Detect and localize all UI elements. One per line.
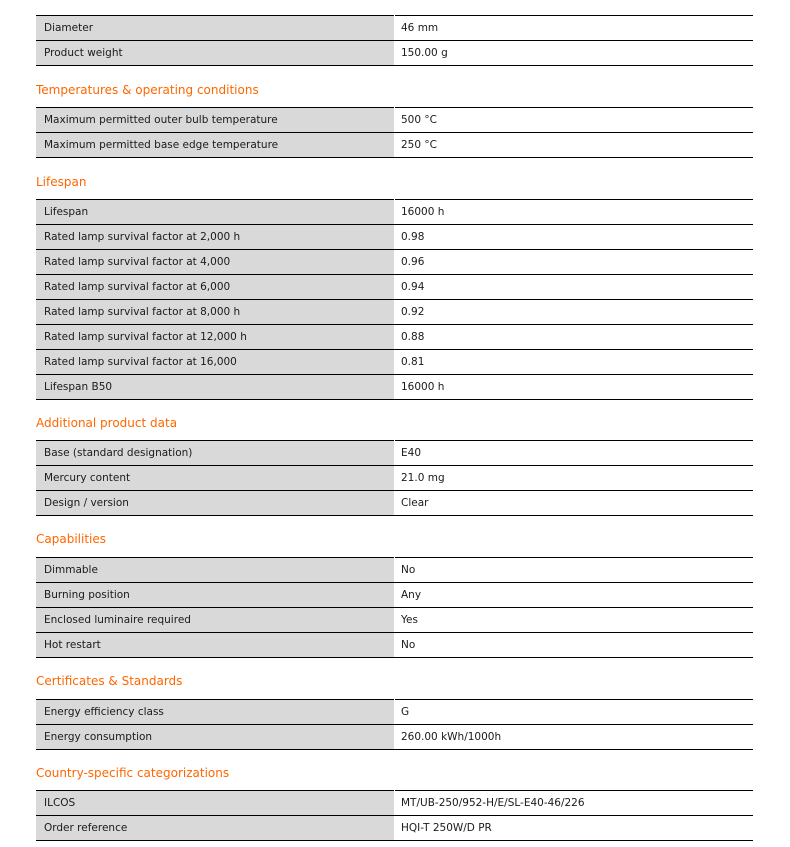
- table-row: [36, 16, 753, 41]
- row-value: MT/UB-250/952-H/E/SL-E40-46/226: [395, 791, 754, 816]
- row-value: Clear: [395, 491, 754, 516]
- row-value: 16000 h: [395, 200, 754, 225]
- row-value: 0.92: [395, 300, 754, 325]
- row-value: HQI-T 250W/D PR: [395, 816, 754, 841]
- table-row: [36, 325, 753, 350]
- table-row: [36, 608, 753, 633]
- row-value: 0.81: [395, 350, 754, 375]
- section-title-certificates: Certificates & Standards: [36, 674, 183, 688]
- row-label: Rated lamp survival factor at 2,000 h: [36, 225, 395, 250]
- table-row: [36, 700, 753, 725]
- row-label: Rated lamp survival factor at 8,000 h: [36, 300, 395, 325]
- table-row: [36, 350, 753, 375]
- row-label: Dimmable: [36, 558, 395, 583]
- row-value: 0.94: [395, 275, 754, 300]
- row-label: Base (standard designation): [36, 441, 395, 466]
- row-value: 0.96: [395, 250, 754, 275]
- row-label: Hot restart: [36, 633, 395, 658]
- table-row: [36, 200, 753, 225]
- temperatures-table: [36, 107, 753, 158]
- row-value: 500 °C: [395, 108, 754, 133]
- certificates-table: [36, 699, 753, 750]
- table-row: [36, 466, 753, 491]
- table-row: [36, 250, 753, 275]
- row-label: Rated lamp survival factor at 4,000: [36, 250, 395, 275]
- table-row: [36, 300, 753, 325]
- row-label: Burning position: [36, 583, 395, 608]
- row-value: Yes: [395, 608, 754, 633]
- section-title-country: Country-specific categorizations: [36, 766, 230, 780]
- section-title-additional: Additional product data: [36, 416, 178, 430]
- row-label: Order reference: [36, 816, 395, 841]
- row-label: Maximum permitted outer bulb temperature: [36, 108, 395, 133]
- row-value: G: [395, 700, 754, 725]
- table-row: [36, 225, 753, 250]
- table-row: [36, 791, 753, 816]
- table-row: [36, 816, 753, 841]
- row-label: Rated lamp survival factor at 12,000 h: [36, 325, 395, 350]
- table-row: [36, 375, 753, 400]
- row-label: Design / version: [36, 491, 395, 516]
- row-value: No: [395, 558, 754, 583]
- row-label: Diameter: [36, 16, 395, 41]
- row-value: 0.88: [395, 325, 754, 350]
- country-table: [36, 790, 753, 841]
- additional-table: [36, 440, 753, 516]
- row-value: Any: [395, 583, 754, 608]
- section-title-capabilities: Capabilities: [36, 532, 106, 546]
- table-row: [36, 275, 753, 300]
- row-label: Maximum permitted base edge temperature: [36, 133, 395, 158]
- table-row: [36, 583, 753, 608]
- row-label: Rated lamp survival factor at 6,000: [36, 275, 395, 300]
- row-value: 260.00 kWh/1000h: [395, 725, 754, 750]
- section-title-lifespan: Lifespan: [36, 175, 87, 189]
- row-value: 16000 h: [395, 375, 754, 400]
- row-label: Lifespan: [36, 200, 395, 225]
- row-label: Energy consumption: [36, 725, 395, 750]
- table-row: [36, 491, 753, 516]
- row-label: Energy efficiency class: [36, 700, 395, 725]
- row-label: Lifespan B50: [36, 375, 395, 400]
- table-row: [36, 441, 753, 466]
- row-value: 0.98: [395, 225, 754, 250]
- row-value: 21.0 mg: [395, 466, 754, 491]
- table-row: [36, 725, 753, 750]
- table-row: [36, 41, 753, 66]
- table-row: [36, 108, 753, 133]
- general-table: [36, 15, 753, 66]
- table-row: [36, 633, 753, 658]
- row-label: ILCOS: [36, 791, 395, 816]
- row-value: 250 °C: [395, 133, 754, 158]
- row-value: E40: [395, 441, 754, 466]
- section-title-temperatures: Temperatures & operating conditions: [36, 83, 259, 97]
- row-label: Product weight: [36, 41, 395, 66]
- table-row: [36, 133, 753, 158]
- table-row: [36, 558, 753, 583]
- row-value: 46 mm: [395, 16, 754, 41]
- capabilities-table: [36, 557, 753, 658]
- row-label: Enclosed luminaire required: [36, 608, 395, 633]
- row-value: No: [395, 633, 754, 658]
- row-label: Rated lamp survival factor at 16,000: [36, 350, 395, 375]
- row-value: 150.00 g: [395, 41, 754, 66]
- lifespan-table: [36, 199, 753, 400]
- row-label: Mercury content: [36, 466, 395, 491]
